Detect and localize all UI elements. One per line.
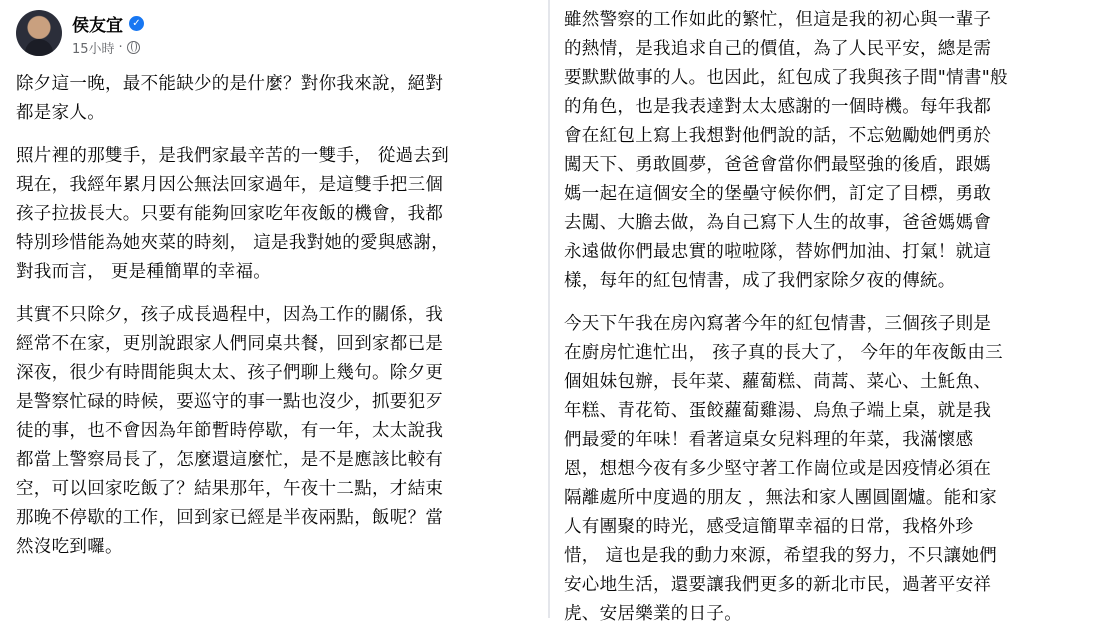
post-paragraph xyxy=(16,301,536,562)
globe-icon[interactable] xyxy=(127,41,140,54)
post-right-column xyxy=(548,0,1107,624)
post-text-line: 去闖、大膽去做，為自己寫下人生的故事，爸爸媽媽會 xyxy=(564,213,992,233)
verified-badge-icon: ✓ xyxy=(129,16,144,31)
post-text-line: 恩，想想今夜有多少堅守著工作崗位或是因疫情必須在 xyxy=(564,459,992,479)
separator-dot: · xyxy=(118,40,123,55)
post-text-line: 們最愛的年味！看著這桌女兒料理的年菜，我滿懷感 xyxy=(564,430,974,450)
post-text-line: 徒的事，也不會因為年節暫時停歇，有一年，太太說我 xyxy=(16,421,444,441)
post-text-line: 都是家人。 xyxy=(16,103,105,123)
post-text-line: 要默默做事的人。也因此，紅包成了我與孩子間"情書"般 xyxy=(564,68,1008,88)
post-text-line: 虎、安居樂業的日子。 xyxy=(564,604,742,624)
author-row xyxy=(72,11,144,36)
post-text-line: 都當上警察局長了，怎麼還這麼忙，是不是應該比較有 xyxy=(16,450,444,470)
post-text-line: 照片裡的那雙手，是我們家最辛苦的一雙手， 從過去到 xyxy=(16,146,450,166)
post-text-line: 人有團聚的時光，感受這簡單幸福的日常，我格外珍 xyxy=(564,517,974,537)
post-text-line: 年糕、青花筍、蛋餃蘿蔔雞湯、烏魚子端上桌，就是我 xyxy=(564,401,992,421)
post-text-line: 現在，我經年累月因公無法回家過年，是這雙手把三個 xyxy=(16,175,444,195)
author-name[interactable]: 侯友宜 xyxy=(72,16,123,36)
post-text-line: 的角色，也是我表達對太太感謝的一個時機。每年我都 xyxy=(564,97,992,117)
post-body-right xyxy=(564,6,1094,643)
post-text-line: 特別珍惜能為她夾菜的時刻， 這是我對她的愛與感謝， xyxy=(16,233,450,253)
post-text-line: 對我而言， 更是種簡單的幸福。 xyxy=(16,262,272,282)
post-text-line: 的熱情，是我追求自己的價值，為了人民平安，總是需 xyxy=(564,39,992,59)
post-left-column xyxy=(0,0,548,618)
post-header xyxy=(16,10,536,62)
post-text-line: 然沒吃到囉。 xyxy=(16,537,123,557)
post-paragraph xyxy=(16,70,536,128)
avatar[interactable] xyxy=(16,10,62,56)
post-text-line: 安心地生活，還要讓我們更多的新北市民，過著平安祥 xyxy=(564,575,992,595)
post-text-line: 媽一起在這個安全的堡壘守候你們，訂定了目標，勇敢 xyxy=(564,184,992,204)
post-text-line: 空，可以回家吃飯了？結果那年，午夜十二點，才結束 xyxy=(16,479,444,499)
post-text-line: 闖天下、勇敢圓夢，爸爸會當你們最堅強的後盾，跟媽 xyxy=(564,155,992,175)
post-text-line: 惜， 這也是我的動力來源，希望我的努力，不只讓她們 xyxy=(564,546,998,566)
post-text-line: 隔離處所中度過的朋友 ，無法和家人團圓圍爐。能和家 xyxy=(564,488,998,508)
post-text-line: 其實不只除夕，孩子成長過程中，因為工作的關係，我 xyxy=(16,305,444,325)
post-meta xyxy=(72,38,140,57)
post-text-line: 會在紅包上寫上我想對他們說的話，不忘勉勵她們勇於 xyxy=(564,126,992,146)
post-text-line: 今天下午我在房內寫著今年的紅包情書，三個孩子則是 xyxy=(564,314,992,334)
post-paragraph xyxy=(564,310,1094,629)
post-text-line: 經常不在家，更別說跟家人們同桌共餐，回到家都已是 xyxy=(16,334,444,354)
post-text-line: 孩子拉拔長大。只要有能夠回家吃年夜飯的機會，我都 xyxy=(16,204,444,224)
post-text-line: 在廚房忙進忙出， 孩子真的長大了， 今年的年夜飯由三 xyxy=(564,343,1003,363)
post-text-line: 那晚不停歇的工作，回到家已經是半夜兩點，飯呢？當 xyxy=(16,508,444,528)
post-text-line: 雖然警察的工作如此的繁忙，但這是我的初心與一輩子 xyxy=(564,10,992,30)
post-paragraph xyxy=(564,6,1094,296)
post-paragraph xyxy=(16,142,536,287)
post-timestamp[interactable]: 15小時 xyxy=(72,42,115,57)
post-text-line: 是警察忙碌的時候，要巡守的事一點也沒少，抓要犯歹 xyxy=(16,392,444,412)
post-body-left xyxy=(16,70,536,576)
post-text-line: 除夕這一晚，最不能缺少的是什麼？對你我來說，絕對 xyxy=(16,74,444,94)
post-text-line: 永遠做你們最忠實的啦啦隊，替妳們加油、打氣！就這 xyxy=(564,242,992,262)
post-text-line: 個姐妹包辦，長年菜、蘿蔔糕、茼蒿、菜心、土魠魚、 xyxy=(564,372,992,392)
post-text-line: 深夜，很少有時間能與太太、孩子們聊上幾句。除夕更 xyxy=(16,363,444,383)
post-text-line: 樣，每年的紅包情書，成了我們家除夕夜的傳統。 xyxy=(564,271,956,291)
